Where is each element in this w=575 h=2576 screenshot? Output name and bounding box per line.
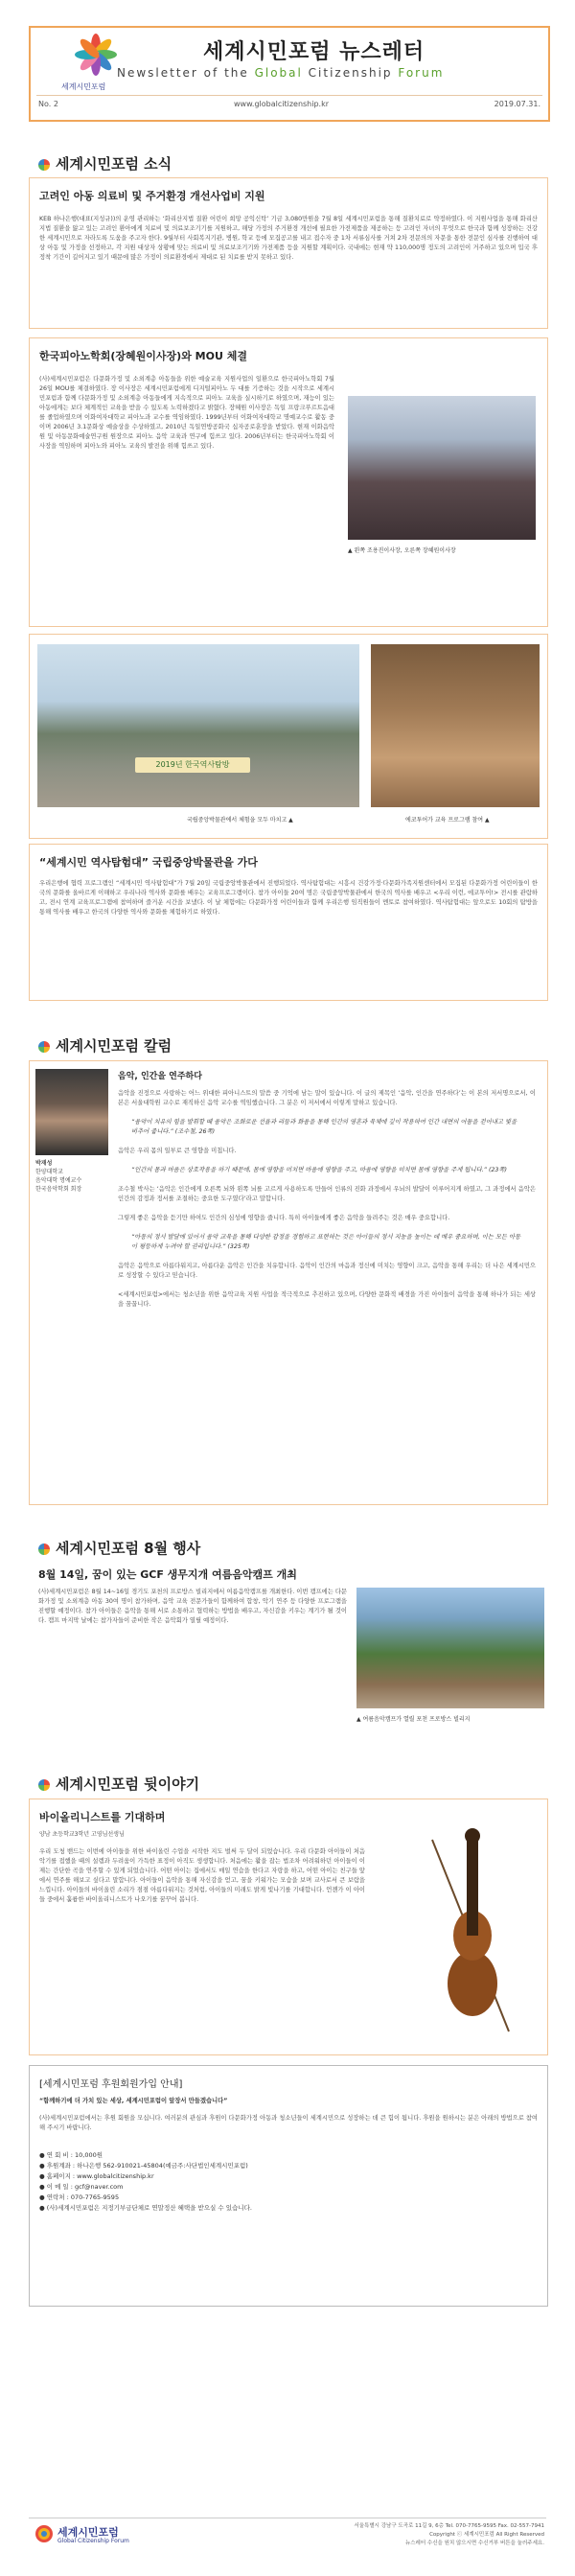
column-quote: “아동의 정서 발달에 있어서 음악 교육을 통해 다양한 감정을 경험하고 표현하는 것은 아이들의 정서 지능을 높이는 데 매우 중요하며, 이는 모든 아동이 평등하게 누려야 할 권리입니다.” (325쪽) (131, 1234, 521, 1250)
news-card-history-tour (29, 844, 548, 1001)
column-paragraph: 그렇게 좋은 음악을 듣기만 하여도 인간의 심성에 영향을 줍니다. 특히 아이들에게 좋은 음악을 들려주는 것은 매우 중요합니다. (118, 1215, 450, 1221)
story-byline: 양남 초등학교3학년 고영님선생님 (39, 1831, 125, 1838)
issue-info-bar (36, 95, 542, 113)
photo-caption-right: 에코투어가 교육 프로그램 참여 ▲ (405, 817, 490, 824)
newsletter-footer (29, 2518, 546, 2553)
story-title: 바이올리니스트를 기대하며 (39, 1811, 166, 1823)
section-story-title: 세계시민포럼 뒷이야기 (38, 1774, 199, 1794)
membership-item[interactable]: ● 홈페이지 : www.globalcitizenship.kr (39, 2172, 154, 2180)
membership-item: ● 후원계좌 : 하나은행 562-910021-45804(예금주:사단법인세계시민포럼) (39, 2162, 248, 2170)
photo-caption-left: 국립중앙박물관에서 체험을 모두 마치고 ▲ (187, 817, 293, 824)
column-card (29, 1060, 548, 1505)
author-info: 박재성 한양대학교 음악대학 명예교수 한국음악학회 회장 (35, 1160, 82, 1193)
column-quote: “인간의 몸과 마음은 상호작용을 하기 때문에, 몸에 영향을 미치면 마음에 영향을 주고, 마음에 영향을 미치면 몸에 영향을 주게 됩니다.” (23쪽) (131, 1167, 507, 1173)
issue-number: No. 2 (38, 100, 58, 108)
pinwheel-logo-icon (67, 32, 125, 80)
newsletter-subtitle: Newsletter of the Global Citizenship Forum (117, 66, 445, 80)
eco-tour-photo (371, 644, 540, 807)
membership-item: ● 연락처 : 070-7765-9595 (39, 2193, 120, 2201)
news-card-piano-mou (29, 337, 548, 627)
photo-caption: ▲ 여름음악캠프가 열릴 포천 프로방스 빌리지 (356, 1716, 471, 1723)
column-paragraph: 조수철 박사는 ‘음악은 인간에게 오른쪽 뇌와 왼쪽 뇌를 고르게 사용하도록 만들어 인류의 진화 과정에서 우뇌의 발달이 이루어지게 하였고, 그 과정에서 음악은 인간의 감정과 정서를 조절하는 중요한 도구였다’라고 말합니다. (118, 1186, 536, 1202)
museum-group-photo (37, 644, 359, 807)
group-banner: 2019년 한국역사탐방 (135, 757, 250, 773)
membership-title: [세계시민포럼 후원회원가입 안내] (39, 2079, 183, 2090)
pinwheel-icon (38, 1041, 50, 1053)
column-paragraph: <세계시민포럼>에서는 청소년을 위한 음악교육 지원 사업을 적극적으로 추진하고 있으며, 다양한 문화적 배경을 가진 아이들이 음악을 통해 하나가 되는 세상을 꿈꿉니다. (118, 1291, 536, 1308)
membership-item: ● (사)세계시민포럼은 지정기부금단체로 연말정산 혜택을 받으실 수 있습니다. (39, 2204, 252, 2212)
website-link[interactable]: www.globalcitizenship.kr (234, 100, 330, 108)
footer-logo-text: 세계시민포럼 (58, 2526, 119, 2539)
membership-item[interactable]: ● 이 메 일 : gcf@naver.com (39, 2183, 124, 2191)
news-body: (사)세계시민포럼은 다문화가정 및 소외계층 아동들을 위한 예술교육 지원사업의 일환으로 한국피아노학회 7월 26일 MOU를 체결하였다. 장 이사장은 세계시민포럼에게 디지털피아노 두 대를 기증하는 것을 시작으로 세계시민포럼과 함께 다문화가정 및 소외계층 아동들에게 지속적으로 피아노 교육을 실시하기로 하였으며, 재능이 있는 아동에게는 보다 체계적인 교육을 받을 수 있도록 노력하겠다고 밝혔다. 장혜원 이사장은 독일 프랑크푸르트음대를 졸업하였으며 이화여자대학교 피아노과 교수를 역임하였다. 1999년부터 이화여자대학교 명예교수로 활동 중이며 2006년 3.1문화상 예술상을 수상하였고, 2010년 독일연방공화국 십자공로훈장을 받았다. 현재 이화음악원 및 아동문화예술연구원 원장으로 피아노 음악 교육과 연구에 힘쓰고 있다. 2006년부터는 한국피아노학회 이사장을 역임하며 피아노와 피아노 교육의 발전을 위해 힘쓰고 있다. (39, 376, 334, 450)
story-body: 우리 도청 밴드는 이번에 아이들을 위한 바이올린 수업을 시작한 지도 벌써 두 달이 되었습니다. 우리 다문화 아이들이 처음 악기를 접했을 때의 설렘과 두려움이 가득한 표정이 아직도 생생합니다. 처음에는 활을 잡는 법조차 어려워하던 아이들이 이제는 간단한 곡을 연주할 수 있게 되었습니다. 어떤 아이는 집에서도 매일 연습을 한다고 자랑을 하고, 어떤 아이는 친구들 앞에서 연주를 해보고 싶다고 말합니다. 아이들이 음악을 통해 자신감을 얻고, 꿈을 키워가는 모습을 보며 교사로서 큰 보람을 느낍니다. 아이들의 바이올린 소리가 점점 아름다워지는 것처럼, 아이들의 미래도 밝게 빛나기를 기대합니다. 언젠가 이 아이들 중에서 훌륭한 바이올리니스트가 나오기를 꿈꾸어 봅니다. (39, 1848, 365, 1903)
section-events-title: 세계시민포럼 8월 행사 (38, 1538, 200, 1558)
newsletter-title: 세계시민포럼 뉴스레터 (203, 40, 426, 64)
membership-item: ● 연 회 비 : 10,000원 (39, 2151, 104, 2159)
news-title: 고려인 아동 의료비 및 주거환경 개선사업비 지원 (39, 190, 265, 202)
section-news-title: 세계시민포럼 소식 (38, 153, 172, 174)
membership-list (39, 2150, 538, 2214)
column-quote: “음악이 치유의 힘을 발휘할 때 음악은 조화로운 선율과 리듬과 화음을 통해 인간의 영혼과 육체에 깊이 작용하여 인간 내면의 어둠을 걷어내고 빛을 비추어 줍니다.” (조수철, 26쪽) (131, 1119, 518, 1135)
footer-logo-sub: Global Citizenship Forum (58, 2538, 129, 2544)
news-body: KEB 하나은행(대표(지성규))의 운영 관리하는 ‘화리산지법 질환 어린이 희망 공익신탁’ 기금 3,080만원을 7월 8일 세계시민포럼을 통해 질환치료로 약정하였다. 이 지원사업을 통해 화리산지법 질환을 앓고 있는 고려인 환아에게 치료비 및 의료보조기기를 지원하고, 해당 가정의 주거환경 개선에 필요한 가전제품을 제공하는 등 고려인 자녀의 무엇으로 한국과 함께 성장하는 건강한 세계시민으로 자라도록 도움을 주고자 한다. 9월부터 사회복지기관, 병원, 학교 등에 모집공고를 내고 접수자 중 1차 서류심사를 거쳐 2차 전문의의 자문을 통한 전문인 심사를 진행하여 대상 아동 및 가정을 선정하고, 각 지원 대상자 상황에 맞는 의료비 및 의료보조기기와 가전제품 등을 지원할 계획이다. 국내에는 현재 약 110,000명 정도의 고려인이 거주하고 있으며 입국 후 정착 기간이 길어지고 있기 때문에 많은 가정이 의료환경에서 제대로 된 치료를 받지 못하고 있다. (39, 216, 538, 261)
column-title: 음악, 인간을 연주하다 (118, 1072, 202, 1081)
membership-slogan: “함께하기에 더 가치 있는 세상, 세계시민포럼이 앞장서 만들겠습니다” (39, 2098, 228, 2104)
pinwheel-icon (38, 159, 50, 171)
provence-village-photo (356, 1588, 544, 1708)
news-card-medical-support (29, 177, 548, 329)
newsletter-header (29, 26, 550, 122)
column-paragraph: 음악을 진정으로 사랑하는 어느 위대한 피아니스트의 말씀 중 기억에 남는 말이 있습니다. 이 글의 제목인 ‘음악, 인간을 연주하다’는 이 본의 저서명으로서, 이 본은 서울대학원 교수로 재직하신 음악 교수를 역임했습니다. 그 분은 이 저서에서 이렇게 말하고 있습니다. (118, 1090, 536, 1106)
author-photo (35, 1069, 108, 1155)
membership-card (29, 2065, 548, 2307)
membership-intro: (사)세계시민포럼에서는 후원 회원을 모십니다. 여러분의 관심과 후원이 다문화가정 아동과 청소년들이 세계시민으로 성장하는 데 큰 힘이 됩니다. 후원을 원하시는 분은 아래의 방법으로 참여해 주시기 바랍니다. (39, 2115, 538, 2131)
photo-gallery-card (29, 634, 548, 839)
news-body: 우리은행에 협력 프로그램인 “세계시민 역사탐험대”가 7월 20일 국립중앙박물관에서 진행되었다. 역사탐험대는 시흥시 건강가정·다문화가족지원센터에서 모집된 다문화가정 어린이들이 한국의 문화를 올바르게 이해하고 우리나라 역사와 문화를 배우는 교육프로그램이다. 참가 아이들 20여 명은 국립중앙박물관에서 한국의 역사를 배우고 <우리 이런, 에코투어!> 전시를 관람하고, 전시 연계 교육프로그램에 참여하며 즐거운 시간을 보냈다. 이 날 체험에는 다문화가정 어린이들과 함께 우리은행 임직원들이 멘토로 참여하였다. 역사탐험대는 앞으로도 10회의 탐방을 통해 역사를 배우고 한국의 다양한 역사와 문화를 체험하기로 하였다. (39, 880, 538, 916)
pinwheel-logo-icon (34, 2524, 54, 2543)
column-paragraph: 음악은 우리 몸의 일부로 큰 영향을 미칩니다. (118, 1148, 237, 1154)
column-paragraph: 음악은 음악으로 아름다워지고, 아름다운 음악은 인간을 치유합니다. 음악이 인간의 마음과 정신에 미치는 영향이 크고, 음악을 통해 우리는 더 나은 세계시민으로 성장할 수 있다고 믿습니다. (118, 1263, 536, 1279)
pinwheel-icon (38, 1779, 50, 1791)
photo-caption: ▲ 왼쪽 조용진이사장, 오른쪽 장혜원이사장 (348, 547, 456, 554)
pinwheel-icon (38, 1543, 50, 1555)
event-body: (사)세계시민포럼은 8월 14~16일 경기도 포천의 프로방스 빌리지에서 여름음악캠프를 개최한다. 이번 캠프에는 다문화가정 및 소외계층 아동 30여 명이 참가하며, 음악 교육 전문가들이 함께하여 합창, 악기 연주 등 다양한 프로그램을 진행할 예정이다. 참가 아이들은 음악을 통해 서로 소통하고 협력하는 방법을 배우고, 자신감을 키우는 계기가 될 것이다. 캠프 마지막 날에는 참가자들이 준비한 작은 음악회가 열릴 예정이다. (38, 1589, 347, 1624)
event-title: 8월 14일, 꿈이 있는 GCF 생무지개 여름음악캠프 개최 (38, 1568, 297, 1581)
violin-icon (413, 1821, 528, 2041)
section-column-title: 세계시민포럼 칼럼 (38, 1035, 172, 1056)
news-title: “세계시민 역사탐험대” 국립중앙박물관을 가다 (39, 856, 258, 869)
column-content (118, 1069, 536, 1310)
news-title: 한국피아노학회(장혜원이사장)와 MOU 체결 (39, 350, 247, 362)
mou-signing-photo (348, 396, 536, 540)
issue-date: 2019.07.31. (494, 100, 540, 108)
logo-text: 세계시민포럼 (61, 82, 106, 91)
story-card (29, 1799, 548, 2055)
footer-info: 서울특별시 강남구 도곡로 11길 9, 6층 Tel. 070-7765-9595 Fax. 02-557-7941 Copyright ⓒ 세계시민포럼 All Right Reserved 뉴스레터 수신을 원치 않으시면 수신거부 버튼을 눌러주세요. (354, 2523, 544, 2546)
